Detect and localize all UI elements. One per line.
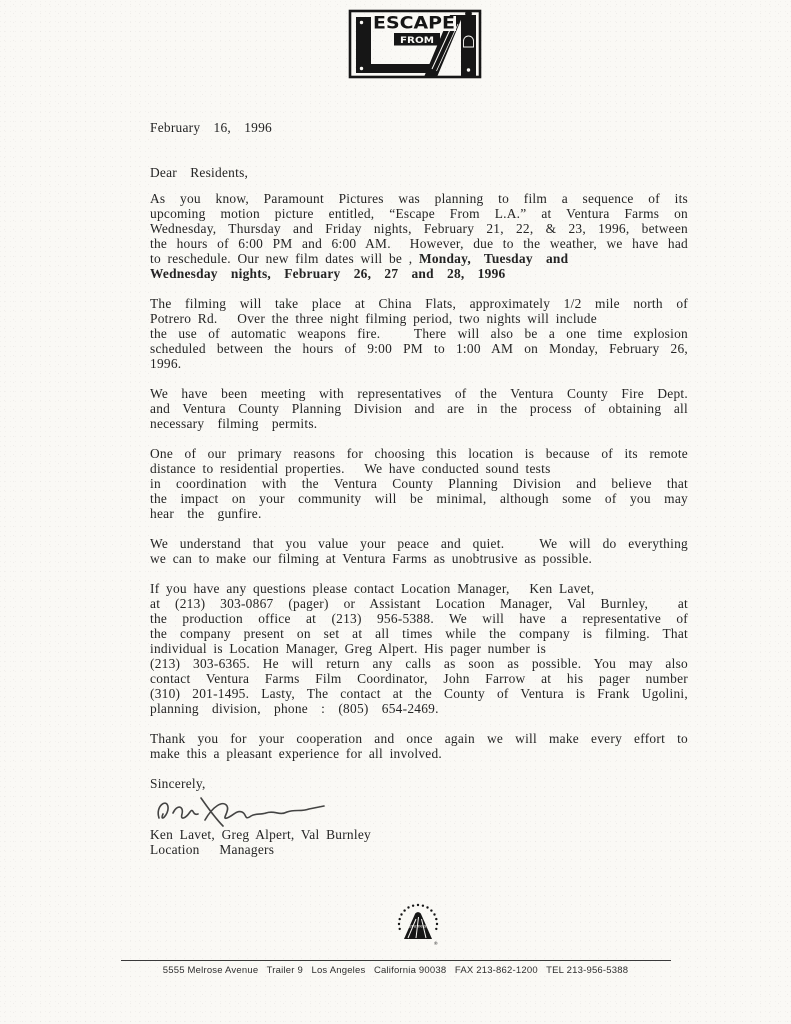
letter-text: We have been meeting with representatives of the Ventura County Fire Dept.	[150, 386, 688, 401]
paramount-logo	[395, 901, 441, 958]
letter-text: (213) 303-6365. He will return any calls as soon as possible. You may also	[150, 656, 688, 671]
paragraph	[150, 386, 688, 431]
letter-text: necessary filming permits.	[150, 416, 318, 431]
logo-from-text: FROM	[400, 36, 435, 46]
letter-text-bold: Monday, Tuesday and	[418, 251, 569, 266]
letter-line	[150, 446, 688, 461]
letter-text: the hours of 6:00 PM and 6:00 AM. However, due to the weather, we have had	[150, 236, 688, 251]
letter-line	[150, 731, 688, 746]
letter-text: planning division, phone : (805) 654-2469.	[150, 701, 439, 716]
letter-line	[150, 251, 688, 266]
letter-line	[150, 746, 688, 761]
letter-line	[150, 341, 688, 356]
letter-line	[150, 506, 688, 521]
letter-text: distance to residential properties. We have conducted sound tests	[150, 461, 551, 476]
letter-line	[150, 611, 688, 626]
letter-line	[150, 686, 688, 701]
letter-text-bold: Wednesday nights, February 26, 27 and 28, 1996	[150, 266, 506, 281]
letter-closing: Sincerely,	[150, 776, 206, 791]
letter-line	[150, 416, 688, 431]
paragraph	[150, 296, 688, 371]
letter-line	[150, 536, 688, 551]
letter-text: 1996.	[150, 356, 182, 371]
letter-line	[150, 596, 688, 611]
letter-line	[150, 626, 688, 641]
letter-text: upcoming motion picture entitled, “Escape From L.A.” at Ventura Farms on	[150, 206, 688, 221]
letter-date: February 16, 1996	[150, 120, 272, 135]
paragraph	[150, 731, 688, 761]
letter-text: the impact on your community will be minimal, although some of you may	[150, 491, 688, 506]
letter-text: scheduled between the hours of 9:00 PM to 1:00 AM on Monday, February 26,	[150, 341, 688, 356]
paragraph	[150, 581, 688, 716]
logo-escape-text: ESCAPE	[373, 13, 455, 33]
letter-text: to reschedule. Our new film dates will be ,	[150, 251, 419, 266]
letter-line	[150, 311, 688, 326]
letter-content	[150, 120, 688, 857]
footer-divider	[121, 960, 671, 976]
letter-line	[150, 386, 688, 401]
letter-line	[150, 221, 688, 236]
letter-text: at (213) 303-0867 (pager) or Assistant Location Manager, Val Burnley, at	[150, 596, 688, 611]
studio-address: 5555 Melrose Avenue Trailer 9 Los Angeles California 90038 FAX 213-862-1200 TEL 213-956-5388	[162, 965, 629, 976]
letter-body	[150, 191, 688, 761]
letter-line	[150, 656, 688, 671]
letter-text: we can to make our filming at Ventura Farms as unobtrusive as possible.	[150, 551, 593, 566]
letter-text: The filming will take place at China Flats, approximately 1/2 mile north of	[150, 296, 688, 311]
letter-salutation: Dear Residents,	[150, 165, 249, 180]
letter-line	[150, 461, 688, 476]
letter-text: (310) 201-1495. Lasty, The contact at the County of Ventura is Frank Ugolini,	[150, 686, 688, 701]
letter-line	[150, 551, 688, 566]
letter-text: If you have any questions please contact Location Manager, Ken Lavet,	[150, 581, 595, 596]
letter-line	[150, 701, 688, 716]
letter-line	[150, 671, 688, 686]
letter-line	[150, 206, 688, 221]
letter-line	[150, 191, 688, 206]
letter-line	[150, 236, 688, 251]
letter-text: We understand that you value your peace and quiet. We will do everything	[150, 536, 688, 551]
letter-text: the production office at (213) 956-5388. We will have a representative of	[150, 611, 688, 626]
signer-names: Ken Lavet, Greg Alpert, Val Burnley	[150, 827, 371, 842]
letter-text: Potrero Rd. Over the three night filming period, two nights will include	[150, 311, 597, 326]
letter-text: individual is Location Manager, Greg Alpert. His pager number is	[150, 641, 547, 656]
signer-title: Location Managers	[150, 842, 275, 857]
letter-text: Wednesday, Thursday and Friday nights, February 21, 22, & 23, 1996, between	[150, 221, 688, 236]
registered-mark: ®	[433, 942, 438, 947]
letter-line	[150, 326, 688, 341]
closing-block	[150, 776, 688, 857]
letter-line	[150, 641, 688, 656]
escape-from-la-logo	[348, 7, 482, 86]
letter-text: the use of automatic weapons fire. There will also be a one time explosion	[150, 326, 688, 341]
letter-line	[150, 401, 688, 416]
letter-text: in coordination with the Ventura County Planning Division and believe that	[150, 476, 688, 491]
letter-text: contact Ventura Farms Film Coordinator, John Farrow at his pager number	[150, 671, 688, 686]
letter-line	[150, 296, 688, 311]
letter-text: As you know, Paramount Pictures was planning to film a sequence of its	[150, 191, 688, 206]
paragraph	[150, 536, 688, 566]
paramount-brand-text: Paramount	[404, 923, 431, 930]
escape-from-la-logo-graphic	[348, 7, 482, 81]
letter-text: One of our primary reasons for choosing this location is because of its remote	[150, 446, 688, 461]
signature-handwriting	[152, 792, 342, 830]
letter-line	[150, 581, 688, 596]
letter-text: hear the gunfire.	[150, 506, 262, 521]
letter-text: make this a pleasant experience for all involved.	[150, 746, 443, 761]
letter-line	[150, 491, 688, 506]
letter-text: Thank you for your cooperation and once again we will make every effort to	[150, 731, 688, 746]
letter-line	[150, 356, 688, 371]
paramount-logo-graphic	[395, 901, 441, 953]
letter-text: the company present on set at all times while the company is filming. That	[150, 626, 688, 641]
paragraph	[150, 446, 688, 521]
paragraph	[150, 191, 688, 281]
letter-footer	[0, 901, 791, 976]
letter-line	[150, 266, 688, 281]
letter-line	[150, 476, 688, 491]
letter-text: and Ventura County Planning Division and are in the process of obtaining all	[150, 401, 688, 416]
